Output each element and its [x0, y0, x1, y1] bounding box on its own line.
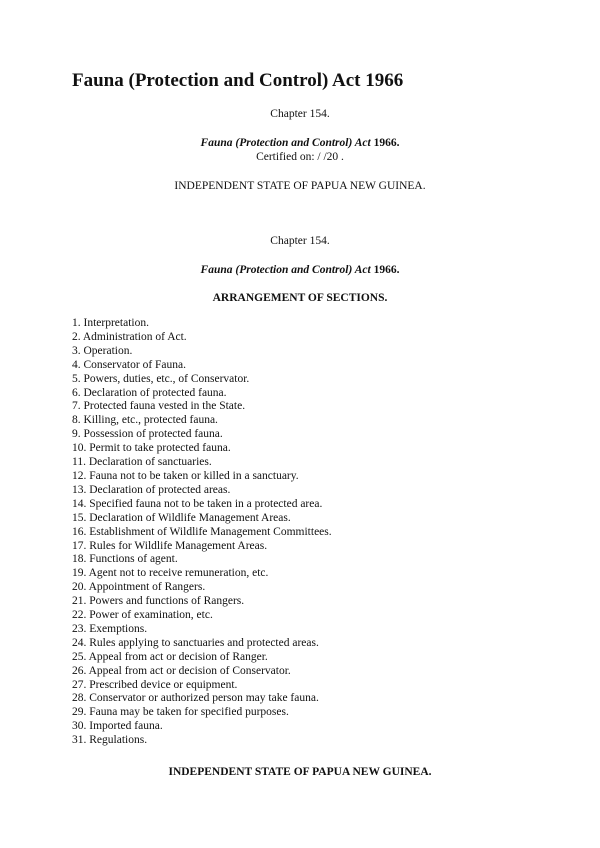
section-item: 18. Functions of agent.	[72, 553, 178, 566]
section-item: 24. Rules applying to sanctuaries and protected areas.	[72, 636, 319, 649]
section-item: 11. Declaration of sanctuaries.	[72, 456, 212, 469]
section-item: 23. Exemptions.	[72, 622, 148, 635]
section-item: 3. Operation.	[72, 344, 133, 357]
section-item: 29. Fauna may be taken for specified purposes.	[72, 706, 289, 719]
section-item: 8. Killing, etc., protected fauna.	[72, 414, 218, 427]
section-item: 12. Fauna not to be taken or killed in a sanctuary.	[72, 469, 299, 482]
section-item: 1. Interpretation.	[72, 317, 149, 329]
sections-list	[72, 317, 332, 748]
document-title: Fauna (Protection and Control) Act 1966	[72, 70, 404, 91]
certified-line: Certified on: / /20 .	[256, 151, 344, 163]
section-item: 30. Imported fauna.	[72, 720, 163, 733]
arrangement-act-name: Fauna (Protection and Control) Act	[200, 264, 371, 276]
footer-heading: INDEPENDENT STATE OF PAPUA NEW GUINEA.	[168, 766, 432, 778]
section-item: 17. Rules for Wildlife Management Areas.	[72, 539, 268, 552]
section-item: 28. Conservator or authorized person may take fauna.	[72, 692, 319, 705]
section-item: 13. Declaration of protected areas.	[72, 483, 231, 496]
section-item: 5. Powers, duties, etc., of Conservator.	[72, 372, 250, 385]
section-item: 4. Conservator of Fauna.	[72, 358, 187, 371]
arrangement-act-year: 1966.	[373, 264, 400, 276]
section-item: 15. Declaration of Wildlife Management Areas.	[72, 511, 291, 524]
section-item: 27. Prescribed device or equipment.	[72, 678, 238, 691]
section-item: 10. Permit to take protected fauna.	[72, 442, 231, 455]
section-item: 14. Specified fauna not to be taken in a protected area.	[72, 497, 323, 510]
section-item: 20. Appointment of Rangers.	[72, 581, 206, 594]
section-item: 2. Administration of Act.	[72, 330, 187, 343]
state-name: INDEPENDENT STATE OF PAPUA NEW GUINEA.	[174, 180, 426, 192]
act-year: 1966.	[373, 137, 400, 149]
arrangement-heading: ARRANGEMENT OF SECTIONS.	[212, 292, 388, 304]
section-item: 22. Power of examination, etc.	[72, 609, 213, 622]
section-item: 21. Powers and functions of Rangers.	[72, 595, 245, 608]
section-item: 19. Agent not to receive remuneration, etc.	[72, 567, 269, 580]
act-name-line	[0, 137, 600, 149]
section-item: 6. Declaration of protected fauna.	[72, 386, 227, 399]
chapter-number: Chapter 154.	[270, 108, 330, 120]
act-name: Fauna (Protection and Control) Act	[200, 137, 371, 149]
arrangement-act-name-line	[0, 264, 600, 276]
section-item: 16. Establishment of Wildlife Management Committees.	[72, 525, 332, 538]
section-item: 31. Regulations.	[72, 734, 148, 747]
section-item: 25. Appeal from act or decision of Ranger.	[72, 650, 268, 663]
arrangement-chapter-number: Chapter 154.	[270, 235, 330, 247]
section-item: 7. Protected fauna vested in the State.	[72, 400, 246, 413]
section-item: 26. Appeal from act or decision of Conservator.	[72, 664, 291, 677]
section-item: 9. Possession of protected fauna.	[72, 428, 223, 441]
